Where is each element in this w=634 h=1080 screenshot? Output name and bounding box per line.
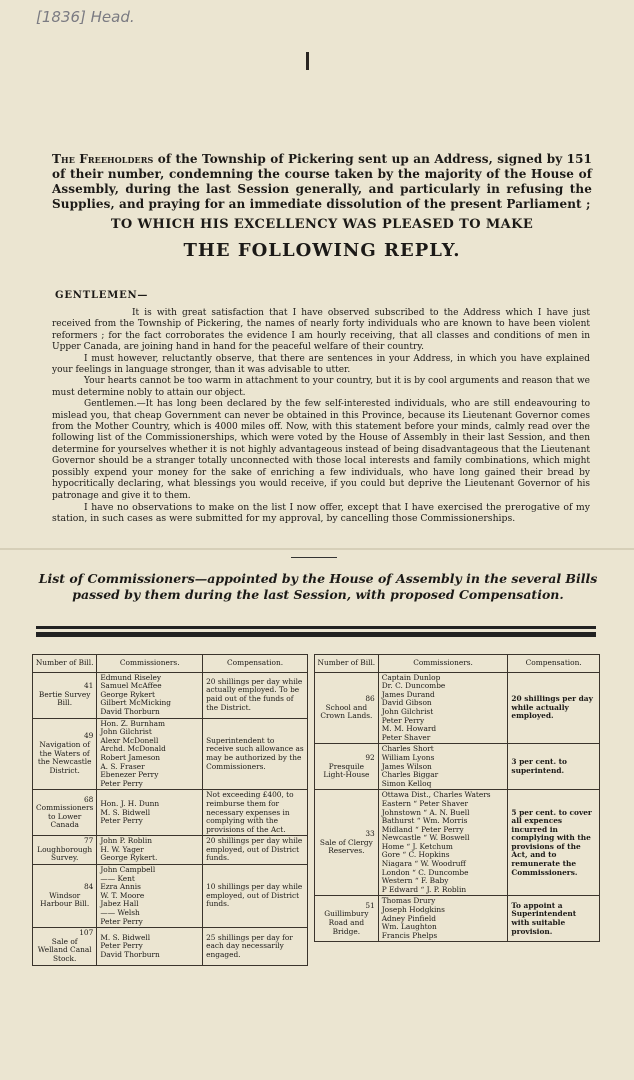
bill-number: 84	[83, 882, 94, 892]
commissioner-name: Simon Kelloq	[381, 778, 432, 788]
commissioner-name: Peter Perry	[100, 816, 143, 826]
commissioner-name: Edmund Riseley	[100, 672, 162, 682]
bill-cell	[33, 672, 97, 718]
header-compensation: Compensation.	[203, 655, 308, 673]
bill-number: 51	[365, 900, 375, 910]
commissioner-name: John Gilchrist	[100, 727, 152, 737]
commissioners-table-right	[314, 654, 600, 942]
bill-name: Sale of Welland Canal Stock.	[37, 936, 92, 963]
commissioner-name: Peter Perry	[100, 941, 143, 951]
commissioner-name: Peter Perry	[100, 778, 143, 788]
bill-cell	[33, 928, 97, 965]
bill-number: 41	[83, 681, 94, 691]
compensation-cell: 3 per cent. to superintend.	[508, 744, 600, 790]
commissioner-name: Ebenezer Perry	[100, 770, 159, 780]
commissioners-cell	[97, 836, 203, 865]
commissioner-name: —— Welsh	[100, 908, 140, 918]
commissioner-name: Joseph Hodgkins	[381, 905, 445, 915]
table-row	[33, 928, 308, 965]
commissioner-name: Hon. Z. Burnham	[100, 718, 166, 728]
thick-rule	[36, 632, 596, 637]
reply-body	[52, 308, 590, 525]
bill-name: Bertie Survey Bill.	[38, 689, 91, 708]
commissioner-name: London “ C. Duncombe	[381, 867, 469, 877]
table-header-row	[33, 655, 308, 673]
commissioner-name: P Edward “ J. P. Roblin	[381, 884, 467, 894]
bill-number: 107	[79, 928, 94, 938]
commissioners-cell	[378, 672, 508, 744]
bill-name: Guillimbury Road and Bridge.	[324, 909, 369, 936]
separator-rule	[291, 557, 337, 558]
commissioner-name: James Wilson	[381, 761, 432, 771]
bill-name: Windsor Harbour Bill.	[40, 890, 90, 909]
table-row	[33, 790, 308, 836]
table-row	[33, 672, 308, 718]
compensation-cell: 5 per cent. to cover all expences incurred in complying with the provisions of the Act, and to remunerate the Commissioners.	[508, 790, 600, 896]
compensation-cell: 20 shillings per day while employed, out of District funds.	[203, 836, 308, 865]
paper-fold-line	[0, 548, 634, 550]
commissioner-name: Samuel McAffee	[100, 681, 162, 691]
commissioner-name: Newcastle “ W. Boswell	[381, 833, 470, 843]
list-title-line: List of Commissioners—appointed by the House of Assembly in the several Bills	[38, 571, 598, 586]
list-title-line: passed by them during the last Session, with proposed Compensation.	[72, 587, 564, 602]
body-paragraph: Gentlemen.—It has long been declared by the few self-interested individuals, who are still endeavouring to mislead you, that cheap Government can never be obtained in this Province, because its Lieutenant Governor comes from the Mother Country, which is 4000 miles off. Now, with this statement before your minds, calmly read over the following list of the Commissionerships, which were voted by the House of Assembly in their last Session, and then determine for yourselves whether it is not highly advantageous instead of being disadvantageous that the Lieutenant Governor should be a stranger totally unconnected with those local interests and family combinations, which might possibly expend your money for the sake of enriching a few individuals, who have long gained their bread by hypocritically declaring, what blessings you would receive, if you could but deprive the Lieutenant Governor of his patronage and give it to them.	[52, 399, 590, 501]
commissioner-name: David Thorburn	[100, 706, 160, 716]
bill-name: Sale of Clergy Reserves.	[319, 837, 373, 856]
table-row	[315, 896, 600, 942]
commissioner-name: —— Kent	[100, 873, 135, 883]
bill-cell	[33, 790, 97, 836]
intro-paragraph	[52, 152, 592, 212]
commissioner-name: M. S. Bidwell	[100, 807, 151, 817]
header-number: Number of Bill.	[315, 655, 379, 673]
commissioner-name: Charles Biggar	[381, 770, 439, 780]
commissioner-name: Alexr McDonell	[100, 735, 159, 745]
commissioners-cell	[97, 790, 203, 836]
commissioners-cell	[378, 790, 508, 896]
bill-cell	[315, 744, 379, 790]
commissioner-name: Hon. J. H. Dunn	[100, 798, 160, 808]
commissioner-name: Home “ J. Ketchum	[381, 841, 453, 851]
commissioner-name: William Lyons	[381, 752, 435, 762]
commissioner-name: George Rykert.	[100, 853, 158, 863]
bill-cell	[315, 672, 379, 744]
commissioner-name: Johnstown “ A. N. Buell	[381, 807, 470, 817]
commissioner-name: Peter Perry	[381, 715, 425, 725]
compensation-cell: 20 shillings per day while actually employed.	[508, 672, 600, 744]
header-commissioners: Commissioners.	[97, 655, 203, 673]
commissioner-name: W. T. Moore	[100, 890, 145, 900]
table-row	[33, 836, 308, 865]
list-title	[38, 571, 598, 603]
bill-cell	[315, 790, 379, 896]
heading-block	[52, 152, 592, 261]
commissioner-name: Archd. McDonald	[100, 744, 166, 754]
salutation: GENTLEMEN—	[55, 290, 149, 301]
bill-number: 68	[83, 794, 94, 804]
commissioner-name: Adney Pinfield	[381, 913, 436, 923]
commissioner-name: Wm. Laughton	[381, 922, 437, 932]
body-paragraph: I must however, reluctantly observe, that there are sentences in your Address, in which you have explained your feelings in language stronger, than it was advisable to utter.	[52, 353, 590, 376]
commissioner-name: George Rykert	[100, 689, 156, 699]
table-row	[33, 865, 308, 928]
table-row	[315, 672, 600, 744]
bill-number: 92	[365, 752, 375, 762]
compensation-cell: 10 shillings per day while employed, out of District funds.	[203, 865, 308, 928]
bill-cell	[33, 865, 97, 928]
commissioner-name: Charles Short	[381, 744, 434, 754]
commissioner-name: Jabez Hall	[100, 899, 139, 909]
bill-cell	[33, 836, 97, 865]
bill-name: School and Crown Lands.	[320, 702, 373, 721]
bill-number: 77	[83, 836, 94, 846]
table-row	[33, 718, 308, 790]
table-header-row	[315, 655, 600, 673]
commissioner-name: Francis Phelps	[381, 930, 438, 940]
commissioner-name: John P. Roblin	[100, 836, 153, 846]
intro-smallcaps: The Freeholders	[52, 152, 154, 166]
commissioner-name: A. S. Fraser	[100, 761, 145, 771]
table-row	[315, 744, 600, 790]
commissioner-name: Captain Dunlop	[381, 672, 441, 682]
compensation-cell: 25 shillings per day for each day necessarily engaged.	[203, 928, 308, 965]
commissioners-cell	[97, 672, 203, 718]
commissioner-name: John Gilchrist	[381, 706, 434, 716]
reply-title: THE FOLLOWING REPLY.	[183, 240, 461, 261]
commissioner-name: Bathurst “ Wm. Morris	[381, 816, 468, 826]
compensation-cell: To appoint a Superintendent with suitable provision.	[508, 896, 600, 942]
commissioner-name: Robert Jameson	[100, 752, 161, 762]
commissioners-cell	[97, 718, 203, 790]
commissioner-name: Gilbert McMicking	[100, 698, 172, 708]
body-paragraph: I have no observations to make on the list I now offer, except that I have exercised the prerogative of my station, in such cases as were submitted for my approval, by cancelling those Commissionerships.	[52, 501, 590, 525]
body-paragraph: Your hearts cannot be too warm in attachment to your country, but it is by cool arguments and reason that we must determine nobly to attain our object.	[52, 376, 590, 398]
compensation-cell: Not exceeding £400, to reimburse them for necessary expenses in complying with the provisions of the Act.	[203, 790, 308, 836]
commissioner-name: Ezra Annis	[100, 882, 141, 892]
commissioners-cell	[97, 865, 203, 928]
commissioner-name: M. S. Bidwell	[100, 932, 151, 942]
bill-name: Commissioners to Lower Canada	[36, 803, 94, 830]
body-paragraph: It is with great satisfaction that I have observed subscribed to the Address which I have just received from the Township of Pickering, the names of nearly forty individuals who are known to have been violent reformers ; for the fact corroborates the evidence I am hourly receiving, that all classes and conditions of men in Upper Canada, are joining hand in hand for the peaceful welfare of their country.	[52, 308, 590, 353]
thick-rule	[36, 626, 596, 629]
bill-name: Navigation of the Waters of the Newcastle District.	[37, 740, 92, 775]
bill-number: 33	[365, 828, 375, 838]
table-row	[315, 790, 600, 896]
intro-rest: of the Township of Pickering sent up an Address, signed by 151 of their number, condemning the course taken by the majority of the House of Assembly, during the last Session generally, and particularly in refusing the Supplies, and praying for an immediate dissolution of the present Parliament ;	[52, 152, 592, 211]
bill-name: Presquile Light-House	[323, 761, 370, 780]
commissioner-name: Peter Shaver	[381, 732, 431, 742]
fold-mark	[306, 52, 309, 70]
commissioner-name: David Gibson	[381, 698, 432, 708]
commissioners-table-left	[32, 654, 308, 966]
commissioner-name: Eastern “ Peter Shaver	[381, 798, 468, 808]
commissioner-name: M. M. Howard	[381, 724, 437, 734]
header-number: Number of Bill.	[33, 655, 97, 673]
bill-number: 49	[83, 731, 94, 741]
compensation-cell: Superintendent to receive such allowance as may be authorized by the Commissioners.	[203, 718, 308, 790]
subheading: TO WHICH HIS EXCELLENCY WAS PLEASED TO MAKE	[110, 217, 534, 232]
commissioner-name: John Campbell	[100, 865, 156, 875]
commissioner-name: Midland “ Peter Perry	[381, 824, 464, 834]
bill-cell	[33, 718, 97, 790]
commissioners-cell	[378, 744, 508, 790]
commissioner-name: Ottawa Dist., Charles Waters	[381, 790, 491, 800]
commissioners-cell	[378, 896, 508, 942]
header-commissioners: Commissioners.	[378, 655, 508, 673]
commissioner-name: Thomas Drury	[381, 896, 436, 906]
bill-name: Loughborough Survey.	[37, 844, 93, 863]
commissioner-name: Western “ F. Baby	[381, 876, 449, 886]
bill-number: 86	[365, 694, 375, 704]
commissioner-name: H. W. Yager	[100, 844, 144, 854]
commissioner-name: David Thorburn	[100, 949, 160, 959]
commissioner-name: Dr. C. Duncombe	[381, 681, 446, 691]
header-compensation: Compensation.	[508, 655, 600, 673]
compensation-cell: 20 shillings per day while actually employed. To be paid out of the funds of the District.	[203, 672, 308, 718]
commissioner-name: Niagara “ W. Woodruff	[381, 859, 466, 869]
commissioner-name: Peter Perry	[100, 916, 143, 926]
commissioner-name: Gore “ C. Hopkins	[381, 850, 450, 860]
commissioners-cell	[97, 928, 203, 965]
handwritten-annotation: [1836] Head.	[36, 8, 135, 26]
bill-cell	[315, 896, 379, 942]
commissioner-name: James Durand	[381, 689, 435, 699]
